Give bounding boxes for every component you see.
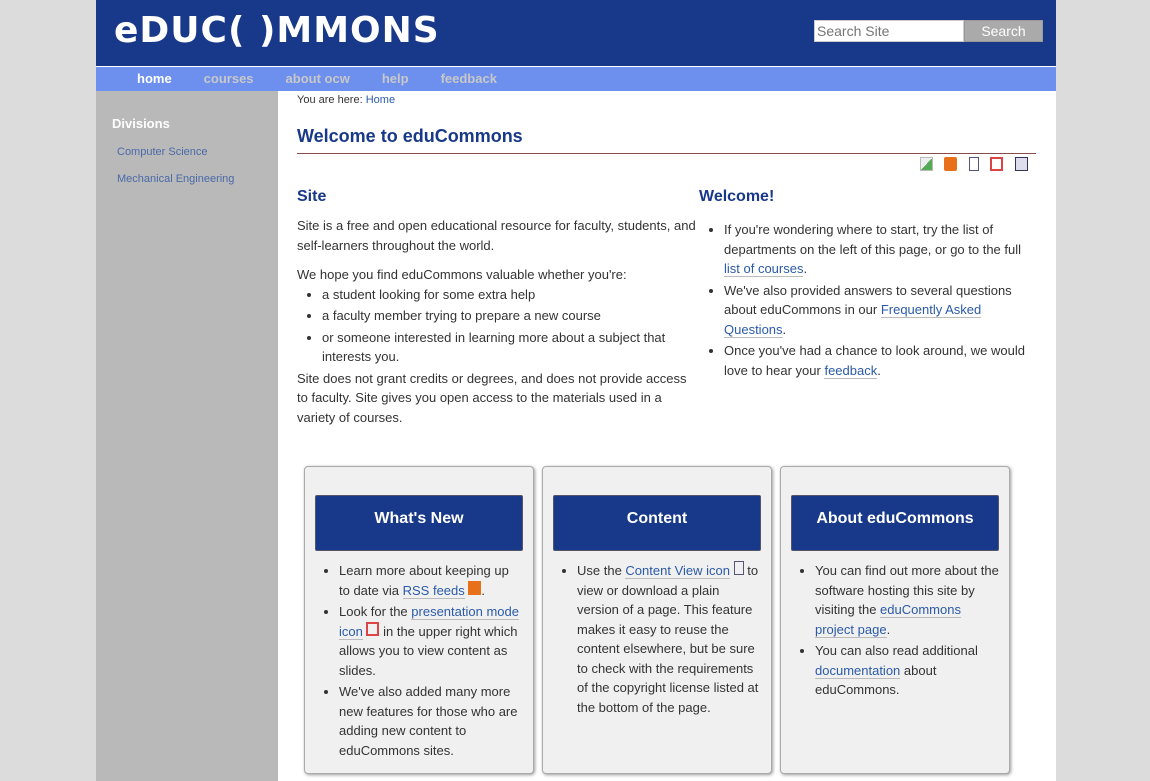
content-view-icon: [734, 561, 744, 575]
nav-about-ocw[interactable]: about ocw: [285, 71, 350, 86]
main-content: [297, 91, 1036, 437]
rss-icon: [468, 581, 481, 595]
nav-home[interactable]: home: [137, 71, 172, 86]
rss-feeds-link[interactable]: RSS feeds: [402, 582, 465, 598]
faq-link[interactable]: Frequently Asked Questions: [724, 302, 982, 337]
whats-new-box: [304, 466, 534, 774]
search-input[interactable]: [814, 20, 964, 42]
list-item: • You can find out more about the software hosting this site by visiting the eduCommons project page.: [815, 561, 999, 639]
nav-help[interactable]: help: [381, 71, 409, 86]
logo[interactable]: eDUC( )MMONS: [114, 10, 440, 51]
list-item: • We've also added many more new features for those who are adding new content to eduCommons sites.: [339, 682, 523, 760]
list-item: • a student looking for some extra help: [322, 285, 699, 305]
site-credits: Site does not grant credits or degrees, and does not provide access to faculty. Site gives you open access to the materials used in a variety of courses.: [297, 370, 687, 425]
presentation-mode-link[interactable]: presentation mode icon: [339, 604, 519, 639]
list-item: • or someone interested in learning more about a subject that interests you.: [322, 328, 699, 367]
sidebar-title: Divisions: [112, 116, 170, 131]
site-hope: We hope you find eduCommons valuable whether you're:: [297, 267, 627, 282]
list-item: • If you're wondering where to start, try the list of departments on the left of this page, or go to the full list of courses.: [724, 220, 1036, 279]
about-box: [780, 466, 1010, 774]
sidebar: [96, 91, 278, 781]
page-title: Welcome to eduCommons: [297, 126, 1036, 154]
print-icon[interactable]: [1015, 157, 1028, 171]
documentation-link[interactable]: documentation: [815, 662, 901, 678]
rss-icon[interactable]: [944, 157, 957, 171]
page: [96, 0, 1056, 781]
list-item: • Look for the presentation mode icon in the upper right which allows you to view content as slides.: [339, 602, 523, 680]
feature-boxes: [304, 466, 1018, 774]
site-intro: Site is a free and open educational resource for faculty, students, and self-learners throughout the world.: [297, 218, 696, 253]
project-page-link[interactable]: eduCommons project page: [815, 602, 961, 637]
site-heading: Site: [297, 188, 327, 205]
list-item: • Once you've had a chance to look around, we would love to hear your feedback.: [724, 341, 1036, 380]
content-view-link[interactable]: Content View icon: [625, 563, 730, 578]
list-item: • a faculty member trying to prepare a new course: [322, 306, 699, 326]
presentation-mode-icon[interactable]: [990, 157, 1003, 171]
site-section: [297, 188, 699, 437]
breadcrumb: [297, 94, 1036, 106]
sidebar-item-computer-science[interactable]: Computer Science: [117, 146, 208, 158]
document-actions: [297, 154, 1036, 176]
send-to-icon[interactable]: [920, 157, 933, 171]
list-of-courses-link[interactable]: list of courses: [724, 261, 804, 276]
box-title: Content: [553, 495, 761, 551]
breadcrumb-home[interactable]: Home: [365, 94, 396, 106]
box-title: What's New: [315, 495, 523, 551]
sidebar-item-mechanical-engineering[interactable]: Mechanical Engineering: [117, 173, 235, 185]
nav-feedback[interactable]: feedback: [440, 71, 497, 86]
feedback-link[interactable]: feedback: [824, 362, 878, 378]
search-form: [814, 20, 1043, 42]
welcome-heading: Welcome!: [699, 188, 775, 205]
list-item: • Learn more about keeping up to date via RSS feeds .: [339, 561, 523, 600]
content-view-icon[interactable]: [969, 157, 979, 171]
list-item: • Use the Content View icon to view or download a plain version of a page. This feature makes it easy to reuse the content elsewhere, but be sure to check with the requirements of the copyright license listed at the bottom of the page.: [577, 561, 761, 717]
box-title: About eduCommons: [791, 495, 999, 551]
list-item: • You can also read additional documentation about eduCommons.: [815, 641, 999, 700]
search-button[interactable]: Search: [964, 20, 1043, 42]
welcome-section: [699, 188, 1036, 437]
nav-courses[interactable]: courses: [203, 71, 254, 86]
content-box: [542, 466, 772, 774]
list-item: • We've also provided answers to several questions about eduCommons in our Frequently Asked Questions.: [724, 281, 1036, 340]
breadcrumb-prefix: You are here:: [297, 94, 363, 106]
header: [96, 0, 1056, 66]
main-nav: [96, 66, 1056, 91]
audience-list: [322, 285, 699, 367]
presentation-mode-icon: [366, 622, 379, 636]
